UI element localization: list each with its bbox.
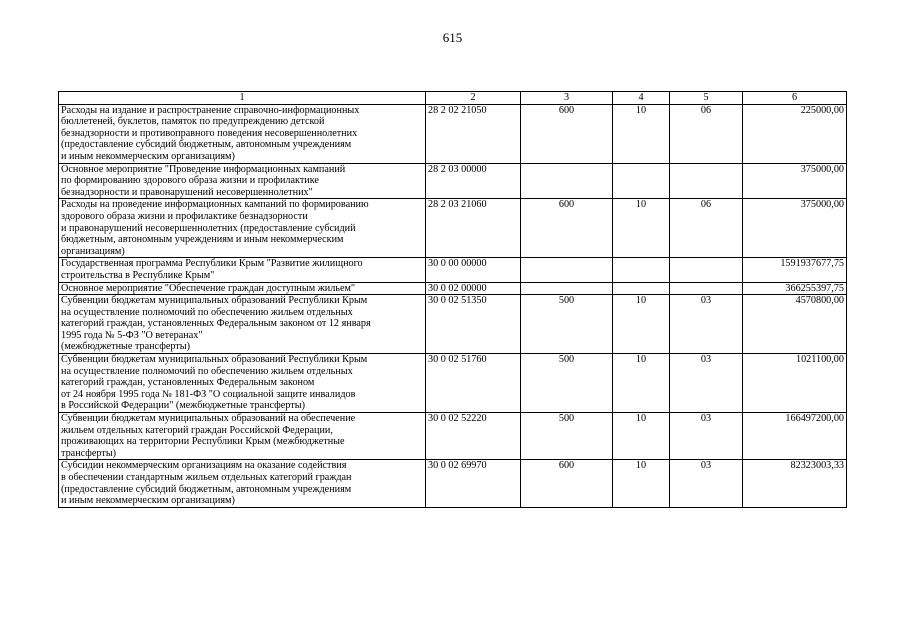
amount: 166497200,00 — [743, 413, 847, 460]
expense-name: Расходы на издание и распространение справочно-информационных бюллетеней, буклетов, памяток по предупреждению детской безнадзорности и противоправного поведения несовершеннолетних (предоставление субсидий бюджетным, автономным учреждениям и иным некоммерческим организациям) — [59, 104, 426, 163]
expense-name: Субвенции бюджетам муниципальных образований на обеспечение жильем отдельных категорий граждан Российской Федерации, проживающих на территории Республики Крым (межбюджетные трансферты) — [59, 413, 426, 460]
expense-name: Расходы на проведение информационных кампаний по формированию здорового образа жизни и профилактике безнадзорности и правонарушений несовершеннолетних (предоставление субсидий бюджетным, автономным учреждениям и иным некоммерческим организациям) — [59, 199, 426, 258]
table-row — [59, 104, 847, 163]
expense-type-code: 500 — [521, 354, 613, 413]
section-code: 10 — [613, 104, 670, 163]
expense-type-code: 500 — [521, 295, 613, 354]
section-code: 10 — [613, 413, 670, 460]
header-cell: 3 — [521, 92, 613, 105]
subsection-code: 03 — [670, 460, 743, 507]
amount: 375000,00 — [743, 163, 847, 199]
expense-name: Основное мероприятие "Обеспечение граждан доступным жильем" — [59, 282, 426, 295]
expense-type-code: 600 — [521, 199, 613, 258]
section-code: 10 — [613, 460, 670, 507]
table-row — [59, 460, 847, 507]
expense-type-code: 600 — [521, 460, 613, 507]
expense-type-code: 500 — [521, 413, 613, 460]
target-code: 30 0 02 00000 — [426, 282, 521, 295]
target-code: 30 0 00 00000 — [426, 258, 521, 282]
target-code: 28 2 03 00000 — [426, 163, 521, 199]
table-row — [59, 413, 847, 460]
header-cell: 2 — [426, 92, 521, 105]
amount: 366255397,75 — [743, 282, 847, 295]
header-cell: 5 — [670, 92, 743, 105]
subsection-code — [670, 282, 743, 295]
expense-name: Субсидии некоммерческим организациям на оказание содействия в обеспечении стандартным жильем отдельных категорий граждан (предоставление субсидий бюджетным, автономным учреждениям и иным некоммерческим организациям) — [59, 460, 426, 507]
expense-type-code: 600 — [521, 104, 613, 163]
subsection-code: 06 — [670, 199, 743, 258]
table-row — [59, 199, 847, 258]
expense-name: Основное мероприятие "Проведение информационных кампаний по формированию здорового образа жизни и профилактике безнадзорности и правонарушений несовершеннолетних" — [59, 163, 426, 199]
expense-name: Субвенции бюджетам муниципальных образований Республики Крым на осуществление полномочий по обеспечению жильем отдельных категорий граждан, установленных Федеральным законом от 24 ноября 1995 года № 181-ФЗ "О социальной защите инвалидов в Российской Федерации" (межбюджетные трансферты) — [59, 354, 426, 413]
table-row — [59, 282, 847, 295]
expense-type-code — [521, 258, 613, 282]
table-row — [59, 258, 847, 282]
expense-name: Государственная программа Республики Крым "Развитие жилищного строительства в Республике Крым" — [59, 258, 426, 282]
subsection-code: 06 — [670, 104, 743, 163]
subsection-code: 03 — [670, 295, 743, 354]
target-code: 30 0 02 51760 — [426, 354, 521, 413]
expense-name: Субвенции бюджетам муниципальных образований Республики Крым на осуществление полномочий по обеспечению жильем отдельных категорий граждан, установленных Федеральным законом от 12 января 1995 года № 5-ФЗ "О ветеранах" (межбюджетные трансферты) — [59, 295, 426, 354]
section-code — [613, 282, 670, 295]
header-cell: 1 — [59, 92, 426, 105]
header-row — [59, 92, 847, 105]
table-row — [59, 163, 847, 199]
expense-type-code — [521, 282, 613, 295]
budget-table — [58, 91, 847, 508]
amount: 82323003,33 — [743, 460, 847, 507]
subsection-code: 03 — [670, 354, 743, 413]
subsection-code — [670, 258, 743, 282]
amount: 375000,00 — [743, 199, 847, 258]
section-code: 10 — [613, 295, 670, 354]
target-code: 28 2 02 21050 — [426, 104, 521, 163]
amount: 1591937677,75 — [743, 258, 847, 282]
section-code — [613, 163, 670, 199]
subsection-code — [670, 163, 743, 199]
section-code: 10 — [613, 354, 670, 413]
subsection-code: 03 — [670, 413, 743, 460]
section-code — [613, 258, 670, 282]
header-cell: 6 — [743, 92, 847, 105]
target-code: 28 2 03 21060 — [426, 199, 521, 258]
table-row — [59, 354, 847, 413]
target-code: 30 0 02 69970 — [426, 460, 521, 507]
header-cell: 4 — [613, 92, 670, 105]
amount: 225000,00 — [743, 104, 847, 163]
amount: 1021100,00 — [743, 354, 847, 413]
expense-type-code — [521, 163, 613, 199]
target-code: 30 0 02 51350 — [426, 295, 521, 354]
section-code: 10 — [613, 199, 670, 258]
amount: 4570800,00 — [743, 295, 847, 354]
table-row — [59, 295, 847, 354]
target-code: 30 0 02 52220 — [426, 413, 521, 460]
page-number: 615 — [442, 30, 463, 45]
